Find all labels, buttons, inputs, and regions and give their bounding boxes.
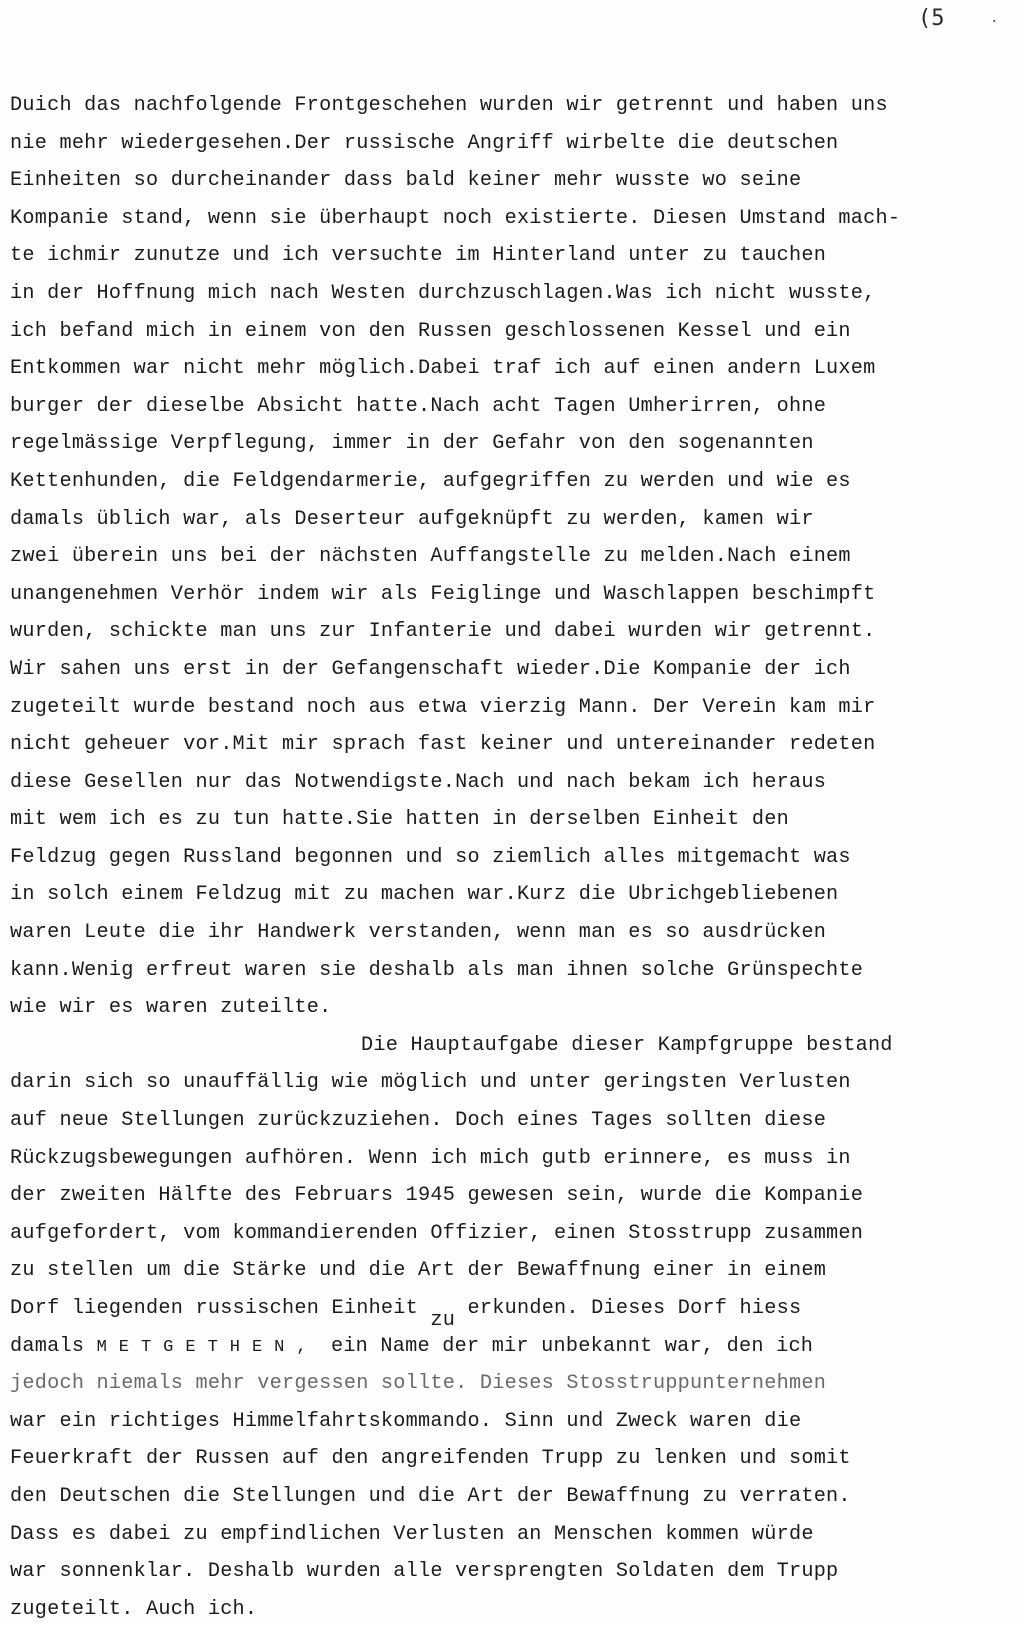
text-line: kann.Wenig erfreut waren sie deshalb als man ihnen solche Grünspechte bbox=[10, 958, 864, 982]
text-line: mit wem ich es zu tun hatte.Sie hatten in derselben Einheit den bbox=[10, 808, 789, 832]
text-line: wie wir es waren zuteilte. bbox=[10, 996, 332, 1020]
body-text bbox=[10, 87, 1015, 1628]
faded-text-line: jedoch niemals mehr vergessen sollte. Dieses Stosstruppunternehmen bbox=[10, 1372, 827, 1396]
text-line: Kompanie stand, wenn sie überhaupt noch existierte. Diesen Umstand mach- bbox=[10, 206, 901, 230]
name-line-start: damals bbox=[10, 1334, 97, 1358]
text-line: wurden, schickte man uns zur Infanterie und dabei wurden wir getrennt. bbox=[10, 620, 876, 644]
text-line: te ichmir zunutze und ich versuchte im Hinterland unter zu tauchen bbox=[10, 244, 827, 268]
text-line: darin sich so unauffällig wie möglich und unter geringsten Verlusten bbox=[10, 1071, 851, 1095]
village-name: METGETHEN, bbox=[96, 1337, 319, 1357]
paragraph-first-line: Die Hauptaufgabe dieser Kampfgruppe bestand bbox=[361, 1033, 893, 1057]
text-line: war ein richtiges Himmelfahrtskommando. Sinn und Zweck waren die bbox=[10, 1409, 802, 1433]
text-line: zwei überein uns bei der nächsten Auffangstelle zu melden.Nach einem bbox=[10, 545, 851, 569]
text-line: Einheiten so durcheinander dass bald keiner mehr wusste wo seine bbox=[10, 169, 802, 193]
text-line: waren Leute die ihr Handwerk verstanden, wenn man es so ausdrücken bbox=[10, 921, 827, 945]
text-line: Feldzug gegen Russland begonnen und so ziemlich alles mitgemacht was bbox=[10, 845, 851, 869]
text-line: Dass es dabei zu empfindlichen Verlusten an Menschen kommen würde bbox=[10, 1522, 814, 1546]
text-line: ich befand mich in einem von den Russen geschlossenen Kessel und ein bbox=[10, 319, 851, 343]
page-number: (5 bbox=[918, 6, 945, 31]
text-line: regelmässige Verpflegung, immer in der Gefahr von den sogenannten bbox=[10, 432, 814, 456]
text-line: zu stellen um die Stärke und die Art der Bewaffnung einer in einem bbox=[10, 1259, 827, 1283]
text-line: Rückzugsbewegungen aufhören. Wenn ich mich gutb erinnere, es muss in bbox=[10, 1146, 851, 1170]
text-line: zugeteilt. Auch ich. bbox=[10, 1597, 258, 1621]
text-line: Entkommen war nicht mehr möglich.Dabei traf ich auf einen andern Luxem bbox=[10, 357, 876, 381]
text-line: nicht geheuer vor.Mit mir sprach fast keiner und untereinander redeten bbox=[10, 733, 876, 757]
text-line-dorf bbox=[10, 1290, 1015, 1332]
dorf-line-start: Dorf liegenden russischen Einheit bbox=[10, 1297, 431, 1320]
name-line-end: ein Name der mir unbekannt war, den ich bbox=[318, 1334, 814, 1358]
text-line: unangenehmen Verhör indem wir als Feiglinge und Waschlappen beschimpft bbox=[10, 582, 876, 606]
text-line: damals üblich war, als Deserteur aufgeknüpft zu werden, kamen wir bbox=[10, 507, 814, 531]
text-line: aufgefordert, vom kommandierenden Offizier, einen Stosstrupp zusammen bbox=[10, 1221, 864, 1245]
text-line: Feuerkraft der Russen auf den angreifenden Trupp zu lenken und somit bbox=[10, 1447, 851, 1471]
text-line: burger der dieselbe Absicht hatte.Nach acht Tagen Umherirren, ohne bbox=[10, 394, 827, 418]
text-line: nie mehr wiedergesehen.Der russische Angriff wirbelte die deutschen bbox=[10, 131, 839, 155]
text-line: den Deutschen die Stellungen und die Art der Bewaffnung zu verraten. bbox=[10, 1484, 851, 1508]
text-line-village bbox=[10, 1328, 1015, 1366]
text-line: diese Gesellen nur das Notwendigste.Nach und nach bekam ich heraus bbox=[10, 770, 827, 794]
inserted-word-zu: zu bbox=[430, 1309, 456, 1332]
text-line: in solch einem Feldzug mit zu machen war.Kurz die Ubrichgebliebenen bbox=[10, 883, 839, 907]
text-line: war sonnenklar. Deshalb wurden alle versprengten Soldaten dem Trupp bbox=[10, 1560, 839, 1584]
text-line: der zweiten Hälfte des Februars 1945 gewesen sein, wurde die Kompanie bbox=[10, 1184, 864, 1208]
corner-mark: . bbox=[990, 10, 999, 26]
text-line: zugeteilt wurde bestand noch aus etwa vierzig Mann. Der Verein kam mir bbox=[10, 695, 876, 719]
text-line: Duich das nachfolgende Frontgeschehen wurden wir getrennt und haben uns bbox=[10, 94, 888, 117]
dorf-line-end: erkunden. Dieses Dorf hiess bbox=[455, 1297, 802, 1320]
text-line: Kettenhunden, die Feldgendarmerie, aufgegriffen zu werden und wie es bbox=[10, 469, 851, 493]
text-line: auf neue Stellungen zurückzuziehen. Doch eines Tages sollten diese bbox=[10, 1109, 827, 1133]
text-line: Wir sahen uns erst in der Gefangenschaft wieder.Die Kompanie der ich bbox=[10, 657, 851, 681]
text-line: in der Hoffnung mich nach Westen durchzuschlagen.Was ich nicht wusste, bbox=[10, 281, 876, 305]
